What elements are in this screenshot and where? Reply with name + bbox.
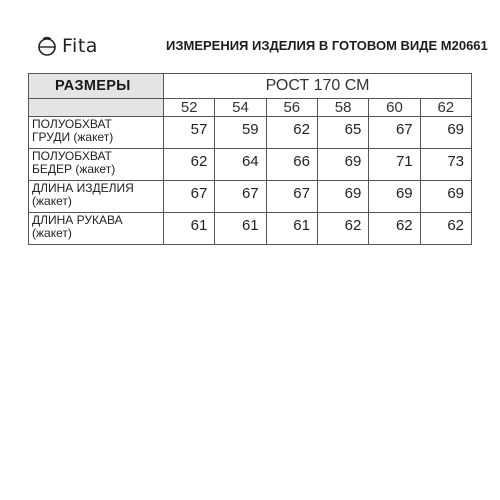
measurement-cell: 69: [420, 181, 471, 213]
measurement-cell: 62: [369, 213, 420, 245]
row-label: [29, 149, 164, 181]
measurement-cell: 64: [215, 149, 266, 181]
page-header: [36, 34, 488, 58]
measurement-cell: 59: [215, 117, 266, 149]
table-row: [29, 149, 472, 181]
measurement-cell: 67: [369, 117, 420, 149]
measurement-cell: 69: [317, 149, 368, 181]
table-header-row: [29, 74, 472, 99]
measurement-cell: 69: [369, 181, 420, 213]
size-header-cell: 60: [369, 99, 420, 117]
measurement-cell: 57: [164, 117, 215, 149]
row-label: [29, 117, 164, 149]
row-label: [29, 181, 164, 213]
measurement-cell: 73: [420, 149, 471, 181]
measurement-cell: 69: [317, 181, 368, 213]
table-row: [29, 181, 472, 213]
sizes-row: [29, 99, 472, 117]
row-label-line: ДЛИНА ИЗДЕЛИЯ: [32, 181, 134, 195]
measurement-cell: 67: [164, 181, 215, 213]
measurement-cell: 62: [420, 213, 471, 245]
measurement-cell: 71: [369, 149, 420, 181]
row-label-line: (жакет): [32, 226, 72, 240]
row-label-line: (жакет): [32, 194, 72, 208]
measurement-cell: 66: [266, 149, 317, 181]
sizes-header: РАЗМЕРЫ: [29, 74, 164, 99]
measurement-cell: 61: [215, 213, 266, 245]
size-header-cell: 54: [215, 99, 266, 117]
size-chart-table: [28, 73, 472, 245]
brand-logo: [36, 35, 98, 57]
size-header-cell: 62: [420, 99, 471, 117]
measurement-cell: 61: [266, 213, 317, 245]
measurement-cell: 67: [266, 181, 317, 213]
measurement-cell: 62: [317, 213, 368, 245]
measurement-cell: 62: [266, 117, 317, 149]
row-label-line: ПОЛУОБХВАТ: [32, 149, 112, 163]
row-label-line: БЕДЕР (жакет): [32, 162, 116, 176]
measurement-cell: 65: [317, 117, 368, 149]
header-blank-cell: [29, 99, 164, 117]
size-header-cell: 56: [266, 99, 317, 117]
measurement-cell: 62: [164, 149, 215, 181]
table-row: [29, 117, 472, 149]
measurement-cell: 69: [420, 117, 471, 149]
row-label-line: ДЛИНА РУКАВА: [32, 213, 123, 227]
page-title: ИЗМЕРЕНИЯ ИЗДЕЛИЯ В ГОТОВОМ ВИДЕ M20661: [166, 38, 488, 53]
row-label-line: ГРУДИ (жакет): [32, 130, 114, 144]
size-header-cell: 52: [164, 99, 215, 117]
row-label: [29, 213, 164, 245]
size-header-cell: 58: [317, 99, 368, 117]
brand-name: Fita: [62, 35, 98, 57]
logo-mark-icon: [36, 35, 58, 57]
measurement-cell: 67: [215, 181, 266, 213]
measurement-cell: 61: [164, 213, 215, 245]
row-label-line: ПОЛУОБХВАТ: [32, 117, 112, 131]
table-row: [29, 213, 472, 245]
height-header: РОСТ 170 СМ: [164, 74, 472, 99]
